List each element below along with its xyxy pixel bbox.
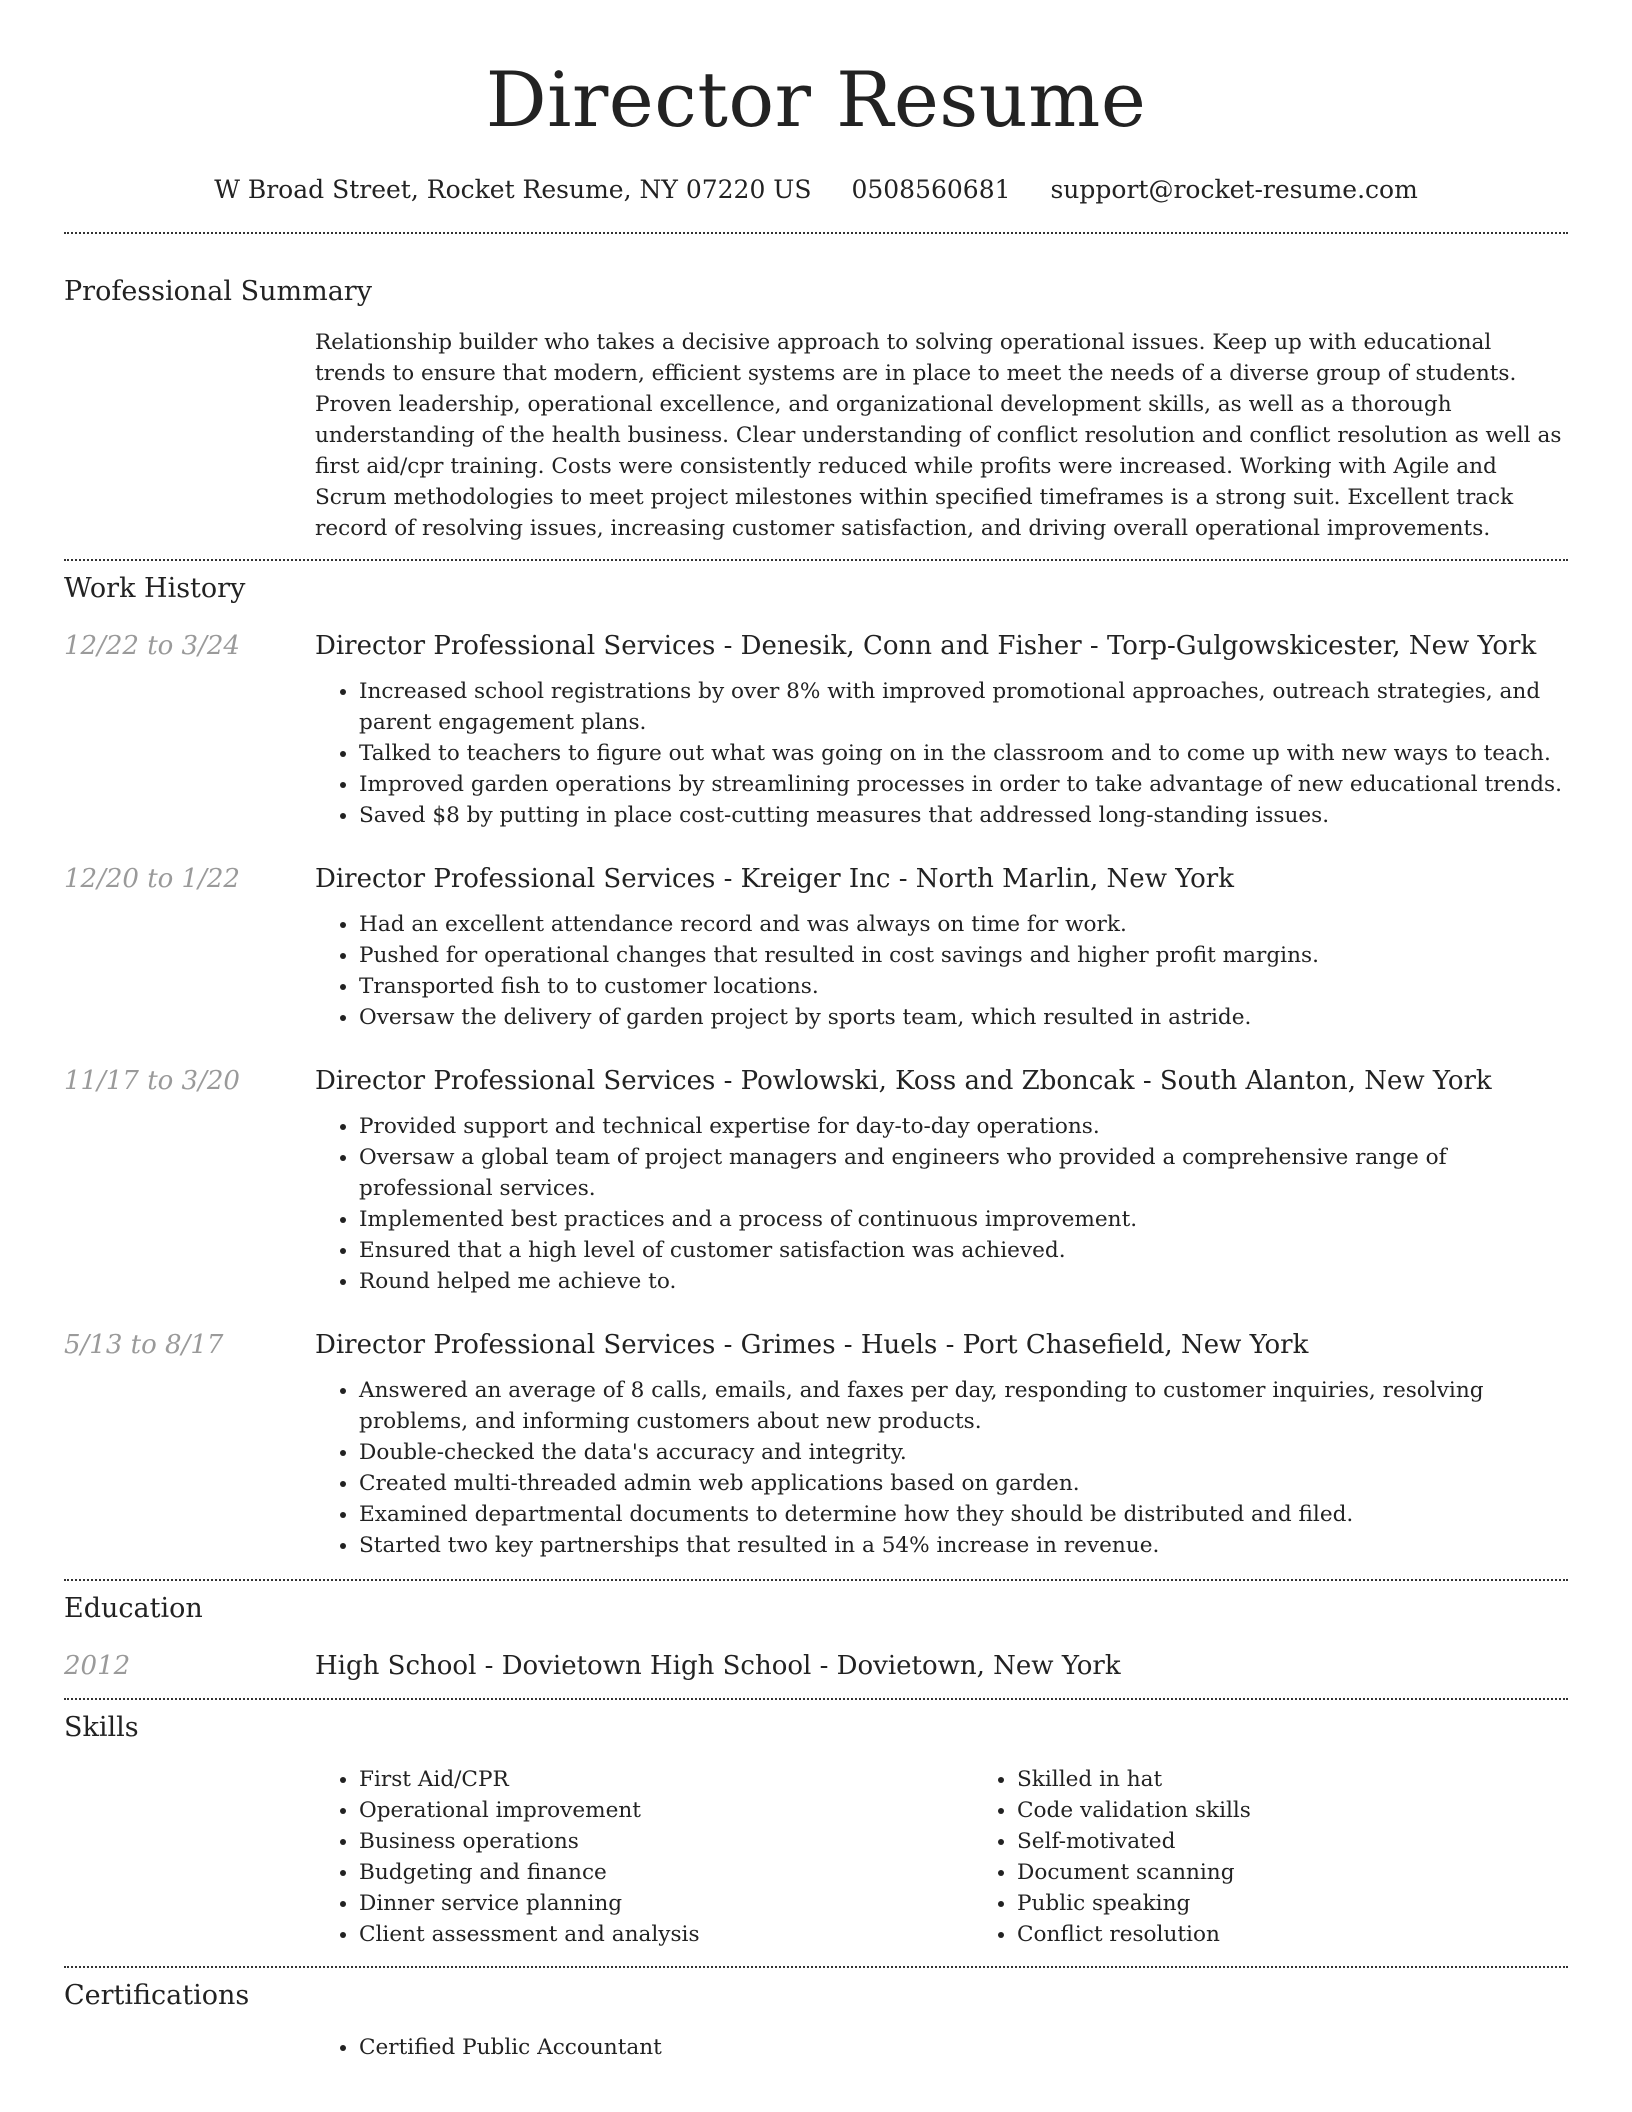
certifications-list bbox=[315, 2032, 1568, 2063]
job-entry bbox=[64, 861, 1568, 1033]
contact-line bbox=[64, 172, 1568, 208]
divider bbox=[64, 1698, 1568, 1700]
summary-heading: Professional Summary bbox=[64, 276, 372, 307]
list-item: • Provided support and technical expertise for day-to-day operations. bbox=[359, 1111, 1568, 1142]
summary-spacer bbox=[64, 327, 315, 544]
list-item: • Had an excellent attendance record and was always on time for work. bbox=[359, 909, 1568, 940]
list-item: • Talked to teachers to figure out what was going on in the classroom and to come up with new ways to teach. bbox=[359, 738, 1568, 769]
resume-page bbox=[64, 0, 1568, 2063]
list-item: • Conflict resolution bbox=[1017, 1919, 1631, 1950]
skills-spacer bbox=[64, 1764, 315, 1950]
education-title: High School - Dovietown High School - Dovietown, New York bbox=[315, 1651, 1121, 1681]
skills-list-right bbox=[973, 1764, 1631, 1950]
list-item: • Examined departmental documents to determine how they should be distributed and filed. bbox=[359, 1499, 1568, 1530]
list-item: • Document scanning bbox=[1017, 1857, 1631, 1888]
education-year: 2012 bbox=[64, 1651, 131, 1681]
job-title: Director Professional Services - Powlowski, Koss and Zboncak - South Alanton, New York bbox=[315, 1066, 1492, 1096]
skills-list-left bbox=[315, 1764, 973, 1950]
address: W Broad Street, Rocket Resume, NY 07220 US bbox=[214, 175, 812, 204]
job-entry bbox=[64, 628, 1568, 831]
list-item: • Budgeting and finance bbox=[359, 1857, 973, 1888]
job-entry bbox=[64, 1327, 1568, 1561]
certifications-spacer bbox=[64, 2032, 315, 2063]
divider bbox=[64, 1966, 1568, 1968]
phone: 0508560681 bbox=[851, 175, 1011, 204]
list-item: • Code validation skills bbox=[1017, 1795, 1631, 1826]
divider bbox=[64, 559, 1568, 561]
summary-text: Relationship builder who takes a decisive approach to solving operational issues. Keep up with educational trends to ensure that modern, efficient systems are in place to meet the needs of a diverse group of students. Proven leadership, operational excellence, and organizational development skills, as well as a thorough understanding of the health business. Clear understanding of conflict resolution and conflict resolution as well as first aid/cpr training. Costs were consistently reduced while profits were increased. Working with Agile and Scrum methodologies to meet project milestones within specified timeframes is a strong suit. Excellent track record of resolving issues, increasing customer satisfaction, and driving overall operational improvements. bbox=[315, 330, 1562, 541]
list-item: • Client assessment and analysis bbox=[359, 1919, 973, 1950]
email: support@rocket-resume.com bbox=[1050, 175, 1418, 204]
list-item: • Increased school registrations by over 8% with improved promotional approaches, outreach strategies, and parent engagement plans. bbox=[359, 676, 1568, 738]
list-item: • Oversaw the delivery of garden project by sports team, which resulted in astride. bbox=[359, 1002, 1568, 1033]
job-dates: 11/17 to 3/20 bbox=[64, 1066, 240, 1096]
job-dates: 12/20 to 1/22 bbox=[64, 864, 240, 894]
list-item: • Ensured that a high level of customer satisfaction was achieved. bbox=[359, 1235, 1568, 1266]
job-title: Director Professional Services - Kreiger Inc - North Marlin, New York bbox=[315, 864, 1234, 894]
skills-section bbox=[64, 1764, 1568, 1950]
list-item: • Business operations bbox=[359, 1826, 973, 1857]
list-item: • Improved garden operations by streamlining processes in order to take advantage of new educational trends. bbox=[359, 769, 1568, 800]
education-heading: Education bbox=[64, 1593, 203, 1624]
list-item: • Double-checked the data's accuracy and integrity. bbox=[359, 1437, 1568, 1468]
list-item: • Dinner service planning bbox=[359, 1888, 973, 1919]
summary-section bbox=[64, 327, 1568, 544]
list-item: • Skilled in hat bbox=[1017, 1764, 1631, 1795]
list-item: • Started two key partnerships that resulted in a 54% increase in revenue. bbox=[359, 1530, 1568, 1561]
certifications-heading: Certifications bbox=[64, 1980, 250, 2011]
job-entry bbox=[64, 1063, 1568, 1297]
list-item: • Public speaking bbox=[1017, 1888, 1631, 1919]
list-item: • Certified Public Accountant bbox=[359, 2032, 1568, 2063]
list-item: • Round helped me achieve to. bbox=[359, 1266, 1568, 1297]
skills-heading: Skills bbox=[64, 1712, 139, 1743]
job-bullets bbox=[315, 1375, 1568, 1561]
list-item: • First Aid/CPR bbox=[359, 1764, 973, 1795]
job-title: Director Professional Services - Grimes - Huels - Port Chasefield, New York bbox=[315, 1330, 1309, 1360]
list-item: • Pushed for operational changes that resulted in cost savings and higher profit margins. bbox=[359, 940, 1568, 971]
list-item: • Self-motivated bbox=[1017, 1826, 1631, 1857]
job-bullets bbox=[315, 676, 1568, 831]
list-item: • Implemented best practices and a process of continuous improvement. bbox=[359, 1204, 1568, 1235]
divider bbox=[64, 1579, 1568, 1581]
divider bbox=[64, 232, 1568, 234]
list-item: • Saved $8 by putting in place cost-cutting measures that addressed long-standing issues. bbox=[359, 800, 1568, 831]
list-item: • Operational improvement bbox=[359, 1795, 973, 1826]
job-title: Director Professional Services - Denesik, Conn and Fisher - Torp-Gulgowskicester, New York bbox=[315, 631, 1537, 661]
job-dates: 12/22 to 3/24 bbox=[64, 631, 240, 661]
list-item: • Answered an average of 8 calls, emails, and faxes per day, responding to customer inquiries, resolving problems, and informing customers about new products. bbox=[359, 1375, 1568, 1437]
work-heading: Work History bbox=[64, 573, 246, 604]
education-entry bbox=[64, 1648, 1568, 1684]
job-bullets bbox=[315, 1111, 1568, 1297]
list-item: • Oversaw a global team of project managers and engineers who provided a comprehensive range of professional services. bbox=[359, 1142, 1568, 1204]
page-title: Director Resume bbox=[485, 55, 1147, 144]
job-bullets bbox=[315, 909, 1568, 1033]
certifications-section bbox=[64, 2032, 1568, 2063]
list-item: • Created multi-threaded admin web applications based on garden. bbox=[359, 1468, 1568, 1499]
job-dates: 5/13 to 8/17 bbox=[64, 1330, 224, 1360]
list-item: • Transported fish to to customer locations. bbox=[359, 971, 1568, 1002]
